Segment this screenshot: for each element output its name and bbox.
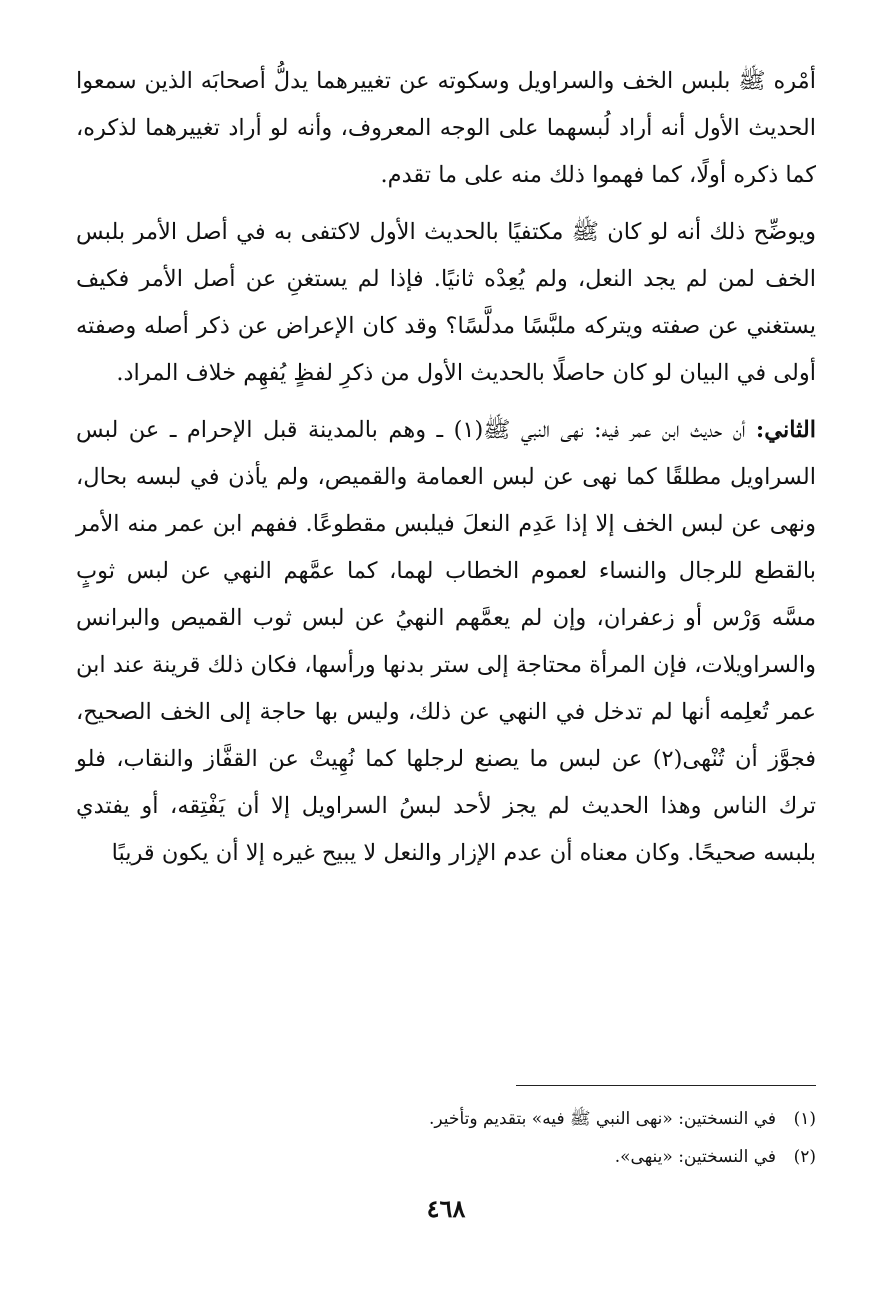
paragraph-1 xyxy=(76,58,816,199)
footnote-1-text: في النسختين: «نهى النبي ﷺ فيه» بتقديم وتأخير. xyxy=(429,1109,776,1129)
paragraph-2-text: ويوضِّح ذلك أنه لو كان ﷺ مكتفيًا بالحديث الأول لاكتفى به في أصل الأمر بلبس الخف لمن لم يجد النعل، ولم يُعِدْه ثانيًا. فإذا لم يستغنِ عن أصل الأمر فكيف يستغني عن صفته ويتركه ملبَّسًا مدلَّسًا؟ وقد كان الإعراض عن ذكر أصله وصفته أولى في البيان لو كان حاصلًا بالحديث الأول من ذكرِ لفظٍ يُفهِم خلاف المراد. xyxy=(76,219,816,386)
paragraph-2 xyxy=(76,209,816,397)
paragraph-3-lead: الثاني: xyxy=(755,417,816,443)
footnote-2-number: (٢) xyxy=(793,1147,816,1167)
footnotes xyxy=(76,1100,816,1176)
page-body xyxy=(76,58,816,877)
page-number: ٤٦٨ xyxy=(426,1194,466,1223)
footnote-divider xyxy=(516,1085,816,1086)
footnote-1 xyxy=(76,1100,816,1138)
footnote-1-number: (١) xyxy=(793,1109,816,1129)
paragraph-3-text: أن حديث ابن عمر فيه: نهى النبي ﷺ(١) ـ وهم بالمدينة قبل الإحرام ـ عن لبس السراويل مطلقًا كما نهى عن لبس العمامة والقميص، ولم يأذن في لبسه بحال، ونهى عن لبس الخف إلا إذا عَدِم النعلَ فيلبس مقطوعًا. ففهم ابن عمر منه الأمر بالقطع للرجال والنساء لعموم الخطاب لهما، كما عمَّهم النهي عن لبس ثوبٍ مسَّه وَرْس أو زعفران، وإن لم يعمَّهم النهيُ عن لبس ثوب القميص والبرانس والسراويلات، فإن المرأة محتاجة إلى ستر بدنها ورأسها، فكان ذلك قرينة عند ابن عمر تُعلِمه أنها لم تدخل في النهي عن ذلك، وليس بها حاجة إلى الخف الصحيح، فجوَّز أن تُنْهى(٢) عن لبس ما يصنع لرجلها كما نُهِيتْ عن القفَّاز والنقاب، فلو ترك الناس وهذا الحديث لم يجز لأحد لبسُ السراويل إلا أن يَفْتِقه، أو يفتدي بلبسه صحيحًا. وكان معناه أن عدم الإزار والنعل لا يبيح غيره إلا أن يكون قريبًا xyxy=(76,417,817,866)
footnote-2 xyxy=(76,1138,816,1176)
paragraph-1-text: أمْره ﷺ بلبس الخف والسراويل وسكوته عن تغييرهما يدلُّ أصحابَه الذين سمعوا الحديث الأول أنه أراد لُبسهما على الوجه المعروف، وأنه لو أراد تغييرهما لذكره، كما ذكره أولًا، كما فهموا ذلك منه على ما تقدم. xyxy=(76,68,816,188)
footnote-2-text: في النسختين: «ينهى». xyxy=(614,1147,776,1167)
paragraph-3 xyxy=(76,407,816,877)
